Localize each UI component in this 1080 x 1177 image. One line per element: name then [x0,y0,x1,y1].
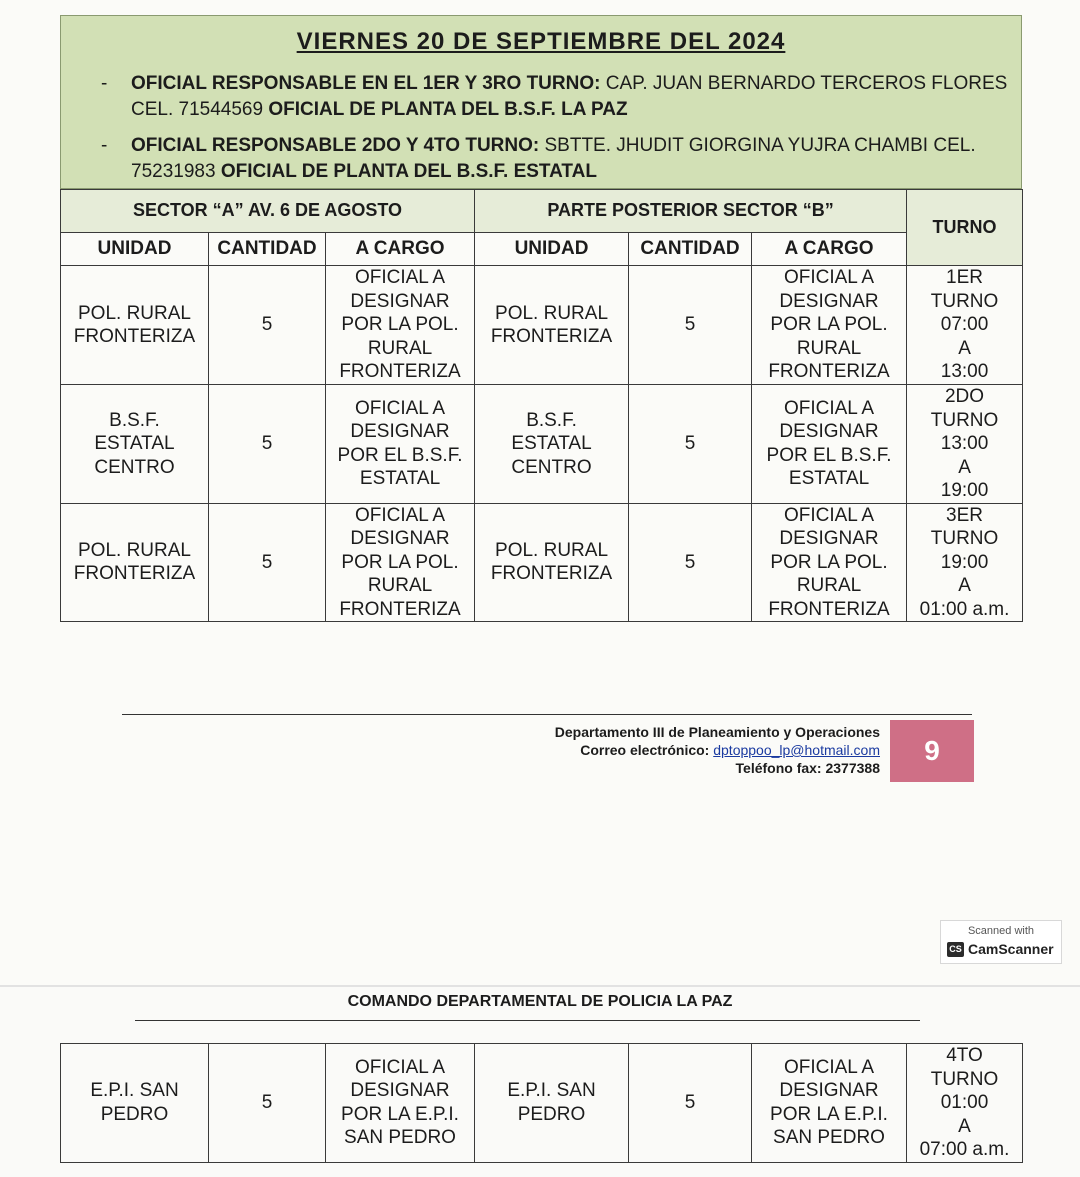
cell-line: A [958,1115,971,1137]
cell-line: PEDRO [517,1103,586,1125]
turno-cell [907,385,1023,504]
table-row [61,1044,1023,1163]
page2-title: COMANDO DEPARTAMENTAL DE POLICIA LA PAZ [347,993,733,1010]
cell-line: OFICIAL A [354,1056,446,1078]
resp1-name: CAP. JUAN BERNARDO TERCEROS FLORES CEL. 71544569 [131,73,1008,120]
cell-line: FRONTERIZA [73,326,196,347]
unidad-cell-a [61,266,209,385]
cell-line: OFICIAL A [354,397,446,419]
email-link[interactable]: dptoppoo_lp@hotmail.com [713,742,880,758]
camscanner-watermark [940,920,1062,964]
cell-line: 2DO [944,386,985,407]
col-cantidad-b: CANTIDAD [629,233,752,266]
cell-line: 01:00 a.m. [919,598,1010,620]
cell-line: FRONTERIZA [490,326,613,347]
shift-table-continued [60,1043,1023,1163]
cell-line: 1ER [946,267,984,289]
cell-line: ESTATAL [359,468,441,490]
header-band [60,15,1022,189]
cantidad-cell-b: 5 [629,385,752,504]
phone-line: Teléfono fax: 2377388 [735,760,880,776]
col-a-cargo-a: A CARGO [326,233,475,266]
resp2-label: OFICIAL RESPONSABLE 2DO Y 4TO TURNO: [131,135,540,156]
table-row [61,503,1023,622]
table-row [61,385,1023,504]
cell-line: POL. RURAL [495,302,609,324]
turno-cell [907,1044,1023,1163]
cell-line: 3ER [946,504,984,526]
cell-line: DESIGNAR [779,528,879,549]
cell-line: 07:00 [940,314,989,336]
responsible-officer-2 [131,133,1011,185]
bullet-dash: - [101,73,108,94]
cell-line: POL. RURAL [78,539,191,561]
cantidad-cell-a: 5 [209,1044,326,1163]
table-row [61,266,1023,385]
cell-line: DESIGNAR [350,421,450,443]
cell-line: CENTRO [94,456,175,478]
a-cargo-cell-a [326,385,475,504]
cell-line: RURAL [367,575,433,596]
cell-line: E.P.I. SAN [90,1080,179,1102]
cell-line: FRONTERIZA [768,598,890,620]
cell-line: OFICIAL A [783,504,875,526]
cell-line: POR LA E.P.I. [341,1103,459,1125]
cell-line: FRONTERIZA [339,598,461,620]
cell-line: CENTRO [511,456,592,478]
col-unidad-a: UNIDAD [61,233,209,266]
cell-line: POR LA POL. [341,551,459,573]
cell-line: OFICIAL A [783,1056,875,1078]
date-title: VIERNES 20 DE SEPTIEMBRE DEL 2024 [296,28,786,55]
cell-line: POR EL B.S.F. [766,444,892,466]
a-cargo-cell-b [752,1044,907,1163]
cell-line: DESIGNAR [779,421,879,443]
cell-line: RURAL [796,575,862,596]
unidad-cell-a [61,385,209,504]
cell-line: DESIGNAR [350,1080,450,1102]
a-cargo-cell-a [326,503,475,622]
cell-line: TURNO [930,290,999,312]
cell-line: FRONTERIZA [490,563,613,585]
resp2-name: SBTTE. JHUDIT GIORGINA YUJRA CHAMBI CEL. 75231983 [131,135,976,182]
page-number-badge: 9 [890,720,974,782]
cell-line: B.S.F. [109,409,160,431]
col-a-cargo-b: A CARGO [752,233,907,266]
cell-line: RURAL [367,337,433,359]
cell-line: SAN PEDRO [773,1127,885,1149]
cell-line: B.S.F. [526,409,577,431]
sector-a-header: SECTOR “A” AV. 6 DE AGOSTO [61,190,475,233]
cell-line: A [958,456,971,478]
cell-line: POL. RURAL [78,302,191,324]
col-unidad-b: UNIDAD [475,233,629,266]
a-cargo-cell-a [326,266,475,385]
a-cargo-cell-a [326,1044,475,1163]
cell-line: 19:00 [940,480,989,501]
turno-cell [907,503,1023,622]
responsible-officer-1 [131,71,1011,123]
cell-line: DESIGNAR [779,290,879,312]
cell-line: 01:00 [940,1092,989,1113]
cell-line: POR EL B.S.F. [337,444,463,466]
cell-line: ESTATAL [511,433,592,454]
document-page-2 [0,985,1080,1177]
unidad-cell-b [475,503,629,622]
cell-line: POL. RURAL [495,539,609,561]
department-name: Departamento III de Planeamiento y Operaciones [554,724,880,740]
unidad-cell-a [61,503,209,622]
a-cargo-cell-b [752,266,907,385]
cell-line: 19:00 [940,551,989,573]
a-cargo-cell-b [752,503,907,622]
cantidad-cell-b: 5 [629,503,752,622]
cell-line: POR LA POL. [770,551,888,573]
cell-line: DESIGNAR [779,1080,879,1102]
resp1-label: OFICIAL RESPONSABLE EN EL 1ER Y 3RO TURNO: [131,73,601,94]
sector-b-header: PARTE POSTERIOR SECTOR “B” [475,190,907,233]
cantidad-cell-b: 5 [629,1044,752,1163]
cantidad-cell-a: 5 [209,385,326,504]
resp2-unit: OFICIAL DE PLANTA DEL B.S.F. ESTATAL [220,161,597,182]
cell-line: ESTATAL [788,468,870,490]
cell-line: 13:00 [940,433,989,454]
cell-line: ESTATAL [94,433,175,454]
cell-line: FRONTERIZA [339,361,461,383]
unidad-cell-a [61,1044,209,1163]
cell-line: FRONTERIZA [768,361,890,383]
cell-line: OFICIAL A [354,267,446,289]
cell-line: 4TO [946,1045,983,1066]
a-cargo-cell-b [752,385,907,504]
cell-line: OFICIAL A [354,504,446,526]
scanner-caption: Scanned with [967,925,1035,937]
bullet-dash: - [101,135,108,156]
cantidad-cell-a: 5 [209,503,326,622]
cell-line: A [958,575,971,596]
cell-line: OFICIAL A [783,267,875,289]
cell-line: OFICIAL A [783,397,875,419]
cell-line: E.P.I. SAN [507,1080,596,1102]
col-cantidad-a: CANTIDAD [209,233,326,266]
turno-header: TURNO [907,190,1023,266]
cell-line: POR LA POL. [770,314,888,336]
cell-line: TURNO [930,528,999,549]
unidad-cell-b [475,1044,629,1163]
email-label: Correo electrónico: [580,742,710,758]
cell-line: 13:00 [940,361,989,383]
cantidad-cell-a: 5 [209,266,326,385]
cantidad-cell-b: 5 [629,266,752,385]
page2-divider [135,1020,920,1021]
unidad-cell-b [475,385,629,504]
email-line [500,741,880,759]
cell-line: TURNO [930,409,999,431]
cell-line: 07:00 a.m. [919,1139,1010,1160]
cell-line: FRONTERIZA [73,563,196,585]
cell-line: TURNO [930,1068,999,1090]
cell-line: POR LA E.P.I. [770,1103,888,1125]
footer-divider [122,714,972,715]
cell-line: DESIGNAR [350,528,450,549]
shift-table [60,189,1023,622]
cell-line: PEDRO [100,1103,169,1125]
cell-line: SAN PEDRO [344,1127,456,1149]
turno-cell [907,266,1023,385]
scanner-brand: CamScanner [968,941,1054,957]
cell-line: DESIGNAR [350,290,450,312]
resp1-unit: OFICIAL DE PLANTA DEL B.S.F. LA PAZ [268,99,628,120]
unidad-cell-b [475,266,629,385]
cell-line: RURAL [796,337,862,359]
camscanner-logo-icon: CS [947,942,964,957]
cell-line: A [958,337,971,359]
cell-line: POR LA POL. [341,314,459,336]
footer-contact [500,723,880,777]
